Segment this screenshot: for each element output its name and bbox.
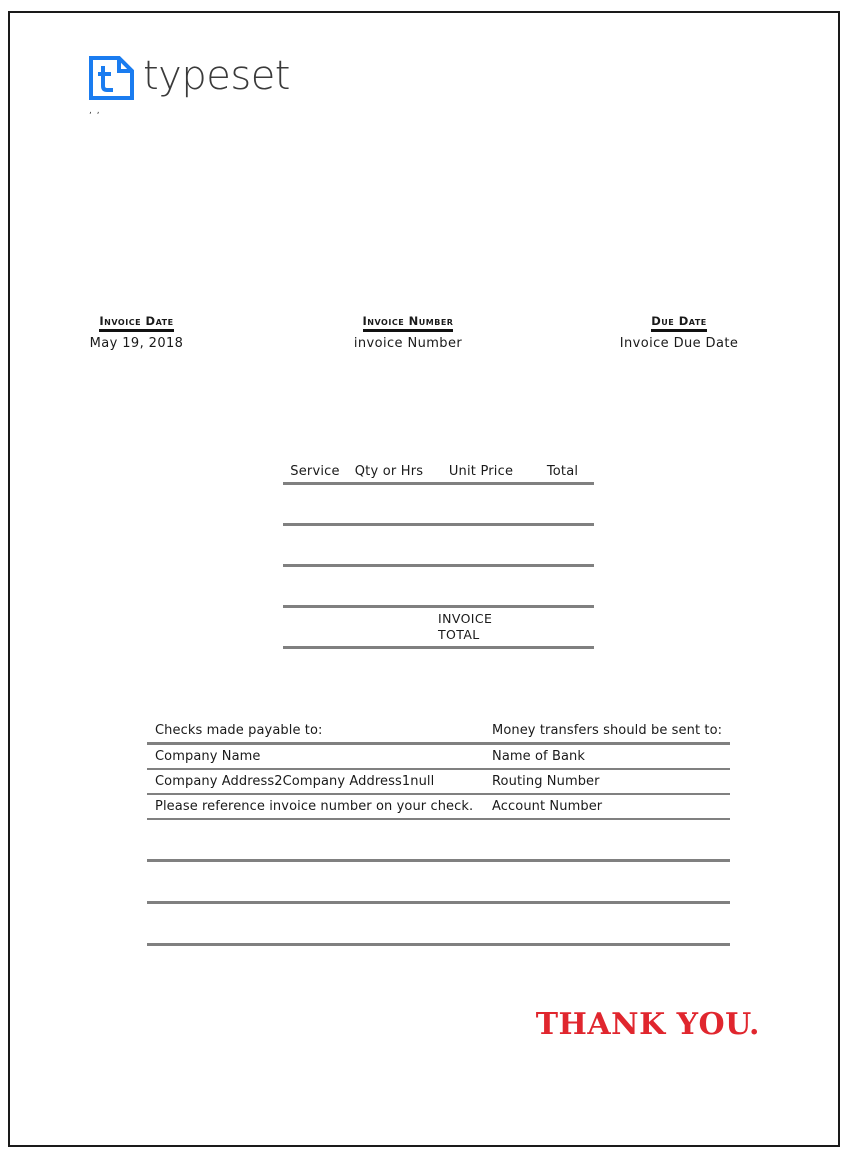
payment-row: [147, 769, 730, 794]
payment-blank-row: [147, 819, 730, 861]
payment-blank-row: [147, 903, 730, 945]
column-header-qty: Qty or Hrs: [347, 460, 431, 484]
service-row: [283, 525, 594, 566]
invoice-date-block: [89, 314, 184, 351]
bank-name: Name of Bank: [484, 744, 730, 770]
payment-blank-row: [147, 861, 730, 903]
brand-name: typeset: [143, 53, 290, 99]
service-row: [283, 566, 594, 607]
payment-row: [147, 794, 730, 819]
column-header-unit-price: Unit Price: [431, 460, 531, 484]
due-date-block: [614, 314, 744, 351]
brand-logo: [89, 48, 290, 108]
money-transfer-header: Money transfers should be sent to:: [484, 718, 730, 744]
checks-payable-header: Checks made payable to:: [147, 718, 484, 744]
due-date-value: Invoice Due Date: [619, 336, 739, 351]
invoice-total-row: [283, 607, 594, 648]
payment-header-row: [147, 718, 730, 744]
account-number: Account Number: [484, 794, 730, 819]
typeset-logo-icon: [89, 54, 135, 102]
company-address: Company Address2Company Address1null: [147, 769, 484, 794]
invoice-number-value: invoice Number: [353, 336, 463, 351]
column-header-total: Total: [531, 460, 594, 484]
check-reference-note: Please reference invoice number on your check.: [147, 794, 484, 819]
services-header-row: [283, 460, 594, 484]
column-header-service: Service: [283, 460, 347, 484]
thank-you-message: THANK YOU.: [535, 1007, 760, 1042]
service-row: [283, 484, 594, 525]
services-table: [283, 460, 594, 649]
invoice-number-block: [338, 314, 478, 351]
sender-address: , ,: [89, 106, 101, 116]
invoice-date-label: Invoice Date: [99, 314, 173, 332]
company-name: Company Name: [147, 744, 484, 770]
routing-number: Routing Number: [484, 769, 730, 794]
invoice-total-label: INVOICE TOTAL: [438, 611, 493, 642]
due-date-label: Due Date: [651, 314, 707, 332]
payment-details-table: [147, 718, 730, 946]
payment-row: [147, 744, 730, 770]
invoice-number-label: Invoice Number: [363, 314, 454, 332]
invoice-date-value: May 19, 2018: [89, 336, 184, 351]
